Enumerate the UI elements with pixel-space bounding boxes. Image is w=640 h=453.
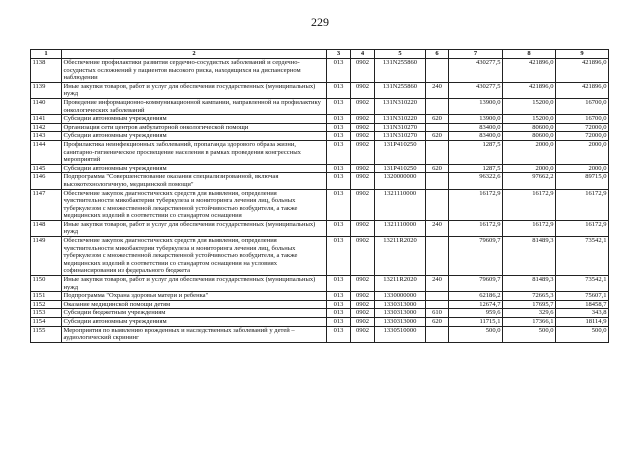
ministry-code: 013 (327, 115, 351, 124)
row-number: 1153 (31, 309, 62, 318)
amount-year-2: 15200,0 (503, 98, 556, 114)
table-row (31, 326, 609, 342)
amount-year-1: 13900,0 (449, 115, 503, 124)
section-code: 0902 (351, 189, 375, 220)
row-number: 1143 (31, 132, 62, 141)
section-code: 0902 (351, 237, 375, 276)
table-row (31, 189, 609, 220)
section-code: 0902 (351, 164, 375, 173)
expense-type: 620 (426, 132, 449, 141)
amount-year-3: 89715,0 (556, 173, 609, 189)
section-code: 0902 (351, 220, 375, 236)
table-row (31, 123, 609, 132)
row-description: Оказание медицинской помощи детям (62, 300, 327, 309)
amount-year-3: 18458,7 (556, 300, 609, 309)
row-number: 1139 (31, 82, 62, 98)
amount-year-2: 17695,7 (503, 300, 556, 309)
column-header: 2 (62, 50, 327, 59)
amount-year-1: 11715,1 (449, 318, 503, 327)
row-description: Иные закупки товаров, работ и услуг для обеспечения государственных (муниципальных) нужд (62, 220, 327, 236)
row-description: Субсидии автономным учреждениям (62, 318, 327, 327)
row-number: 1146 (31, 173, 62, 189)
column-header: 9 (556, 50, 609, 59)
target-article: 131P410250 (375, 140, 426, 164)
row-number: 1154 (31, 318, 62, 327)
expense-type (426, 123, 449, 132)
amount-year-2: 80600,0 (503, 123, 556, 132)
budget-table (30, 49, 609, 343)
column-header: 8 (503, 50, 556, 59)
expense-type: 240 (426, 82, 449, 98)
amount-year-1: 16172,9 (449, 220, 503, 236)
section-code: 0902 (351, 326, 375, 342)
amount-year-2: 16172,9 (503, 189, 556, 220)
target-article: 1330510000 (375, 326, 426, 342)
row-description: Обеспечение закупок диагностических средств для выявления, определения чувствительности микобактерии туберкулеза и мониторинга лечения лиц, больных туберкулезом с множественной лекарственной устойчивостью возбудителя, а также медицинских изделий в соответствии со стандартом оснащения на условиях софинансирования из федерального бюджета (62, 237, 327, 276)
table-row (31, 173, 609, 189)
amount-year-3: 75607,1 (556, 292, 609, 301)
amount-year-3: 16700,0 (556, 115, 609, 124)
section-code: 0902 (351, 276, 375, 292)
target-article: 131N255860 (375, 59, 426, 83)
amount-year-2: 80600,0 (503, 132, 556, 141)
ministry-code: 013 (327, 173, 351, 189)
row-number: 1151 (31, 292, 62, 301)
amount-year-2: 16172,9 (503, 220, 556, 236)
row-description: Проведение информационно-коммуникационной кампании, направленной на профилактику онкологических заболеваний (62, 98, 327, 114)
table-row (31, 276, 609, 292)
row-description: Обеспечение закупок диагностических средств для выявления, определения чувствительности микобактерии туберкулеза и мониторинга лечения лиц, больных туберкулезом с множественной лекарственной устойчивостью возбудителя, а также медицинских изделий в соответствии со стандартом оснащения (62, 189, 327, 220)
row-description: Подпрограмма "Совершенствование оказания специализированной, включая высокотехнологичную, медицинской помощи" (62, 173, 327, 189)
table-row (31, 82, 609, 98)
target-article: 131N310270 (375, 132, 426, 141)
table-row (31, 309, 609, 318)
amount-year-3: 16172,9 (556, 220, 609, 236)
target-article: 131P410250 (375, 164, 426, 173)
amount-year-2: 2000,0 (503, 164, 556, 173)
page-number: 229 (311, 15, 329, 29)
row-number: 1148 (31, 220, 62, 236)
amount-year-1: 12674,7 (449, 300, 503, 309)
expense-type: 610 (426, 309, 449, 318)
row-description: Иные закупки товаров, работ и услуг для обеспечения государственных (муниципальных) нужд (62, 276, 327, 292)
target-article: 131N310270 (375, 123, 426, 132)
amount-year-1: 16172,9 (449, 189, 503, 220)
target-article: 1330313000 (375, 318, 426, 327)
row-description: Субсидии автономным учреждениям (62, 115, 327, 124)
amount-year-1: 96322,6 (449, 173, 503, 189)
amount-year-2: 81489,3 (503, 276, 556, 292)
ministry-code: 013 (327, 276, 351, 292)
target-article: 1321110000 (375, 220, 426, 236)
amount-year-3: 2000,0 (556, 140, 609, 164)
amount-year-3: 421896,0 (556, 59, 609, 83)
column-header: 7 (449, 50, 503, 59)
expense-type: 620 (426, 164, 449, 173)
row-description: Субсидии бюджетным учреждениям (62, 309, 327, 318)
ministry-code: 013 (327, 220, 351, 236)
ministry-code: 013 (327, 309, 351, 318)
section-code: 0902 (351, 82, 375, 98)
amount-year-3: 18114,9 (556, 318, 609, 327)
expense-type (426, 59, 449, 83)
section-code: 0902 (351, 98, 375, 114)
amount-year-1: 1287,5 (449, 164, 503, 173)
expense-type (426, 98, 449, 114)
expense-type: 620 (426, 115, 449, 124)
amount-year-1: 79609,7 (449, 237, 503, 276)
amount-year-3: 16172,9 (556, 189, 609, 220)
expense-type (426, 173, 449, 189)
target-article: 1330313000 (375, 309, 426, 318)
column-header: 1 (31, 50, 62, 59)
amount-year-2: 72665,3 (503, 292, 556, 301)
ministry-code: 013 (327, 140, 351, 164)
table-row (31, 115, 609, 124)
table-row (31, 98, 609, 114)
row-number: 1150 (31, 276, 62, 292)
ministry-code: 013 (327, 123, 351, 132)
ministry-code: 013 (327, 98, 351, 114)
expense-type (426, 140, 449, 164)
amount-year-1: 79609,7 (449, 276, 503, 292)
table-row (31, 237, 609, 276)
target-article: 131N255860 (375, 82, 426, 98)
row-number: 1149 (31, 237, 62, 276)
amount-year-1: 1287,5 (449, 140, 503, 164)
ministry-code: 013 (327, 164, 351, 173)
section-code: 0902 (351, 292, 375, 301)
section-code: 0902 (351, 140, 375, 164)
row-description: Организация сети центров амбулаторной онкологической помощи (62, 123, 327, 132)
amount-year-3: 73542,1 (556, 237, 609, 276)
ministry-code: 013 (327, 300, 351, 309)
section-code: 0902 (351, 173, 375, 189)
ministry-code: 013 (327, 318, 351, 327)
amount-year-2: 17366,1 (503, 318, 556, 327)
row-number: 1140 (31, 98, 62, 114)
target-article: 1320000000 (375, 173, 426, 189)
row-description: Иные закупки товаров, работ и услуг для обеспечения государственных (муниципальных) нужд (62, 82, 327, 98)
column-header: 3 (327, 50, 351, 59)
column-header: 4 (351, 50, 375, 59)
ministry-code: 013 (327, 189, 351, 220)
amount-year-3: 343,8 (556, 309, 609, 318)
amount-year-3: 2000,0 (556, 164, 609, 173)
expense-type (426, 292, 449, 301)
amount-year-1: 62186,2 (449, 292, 503, 301)
header-row (31, 50, 609, 59)
column-header: 6 (426, 50, 449, 59)
amount-year-1: 13900,0 (449, 98, 503, 114)
amount-year-2: 500,0 (503, 326, 556, 342)
target-article: 131N310220 (375, 115, 426, 124)
ministry-code: 013 (327, 292, 351, 301)
amount-year-1: 959,6 (449, 309, 503, 318)
section-code: 0902 (351, 309, 375, 318)
row-number: 1138 (31, 59, 62, 83)
row-description: Обеспечение профилактики развития сердечно-сосудистых заболеваний и сердечно-сосудистых осложнений у пациентов высокого риска, находящихся на диспансерном наблюдении (62, 59, 327, 83)
target-article: 1321110000 (375, 189, 426, 220)
row-number: 1142 (31, 123, 62, 132)
table-row (31, 164, 609, 173)
table-row (31, 318, 609, 327)
amount-year-1: 500,0 (449, 326, 503, 342)
amount-year-3: 73542,1 (556, 276, 609, 292)
expense-type (426, 237, 449, 276)
table-row (31, 292, 609, 301)
amount-year-3: 72000,0 (556, 132, 609, 141)
row-number: 1145 (31, 164, 62, 173)
row-number: 1152 (31, 300, 62, 309)
target-article: 1330313000 (375, 300, 426, 309)
table-row (31, 220, 609, 236)
ministry-code: 013 (327, 59, 351, 83)
row-description: Мероприятия по выявлению врожденных и наследственных заболеваний у детей – аудиологический скрининг (62, 326, 327, 342)
amount-year-2: 81489,3 (503, 237, 556, 276)
amount-year-3: 500,0 (556, 326, 609, 342)
section-code: 0902 (351, 318, 375, 327)
expense-type (426, 300, 449, 309)
section-code: 0902 (351, 59, 375, 83)
table-row (31, 300, 609, 309)
amount-year-1: 83400,0 (449, 123, 503, 132)
amount-year-2: 421896,0 (503, 59, 556, 83)
target-article: 13211R2020 (375, 276, 426, 292)
table-row (31, 140, 609, 164)
target-article: 131N310220 (375, 98, 426, 114)
expense-type: 240 (426, 276, 449, 292)
expense-type: 240 (426, 220, 449, 236)
ministry-code: 013 (327, 326, 351, 342)
amount-year-3: 421896,0 (556, 82, 609, 98)
ministry-code: 013 (327, 237, 351, 276)
target-article: 1330000000 (375, 292, 426, 301)
ministry-code: 013 (327, 82, 351, 98)
section-code: 0902 (351, 123, 375, 132)
row-description: Субсидии автономным учреждениям (62, 164, 327, 173)
amount-year-1: 430277,5 (449, 82, 503, 98)
row-description: Подпрограмма "Охрана здоровья матери и ребенка" (62, 292, 327, 301)
amount-year-2: 2000,0 (503, 140, 556, 164)
expense-type: 620 (426, 318, 449, 327)
amount-year-2: 97662,2 (503, 173, 556, 189)
row-description: Субсидии автономным учреждениям (62, 132, 327, 141)
expense-type (426, 189, 449, 220)
column-header: 5 (375, 50, 426, 59)
amount-year-1: 430277,5 (449, 59, 503, 83)
amount-year-3: 16700,0 (556, 98, 609, 114)
table-row (31, 132, 609, 141)
amount-year-2: 421896,0 (503, 82, 556, 98)
row-number: 1155 (31, 326, 62, 342)
section-code: 0902 (351, 132, 375, 141)
row-number: 1144 (31, 140, 62, 164)
row-description: Профилактика неинфекционных заболеваний, пропаганда здорового образа жизни, санитарно-гигиеническое просвещение населения в рамках проведения конгрессных мероприятий (62, 140, 327, 164)
section-code: 0902 (351, 300, 375, 309)
amount-year-2: 15200,0 (503, 115, 556, 124)
table-row (31, 59, 609, 83)
target-article: 13211R2020 (375, 237, 426, 276)
expense-type (426, 326, 449, 342)
ministry-code: 013 (327, 132, 351, 141)
amount-year-2: 329,6 (503, 309, 556, 318)
row-number: 1141 (31, 115, 62, 124)
amount-year-3: 72000,0 (556, 123, 609, 132)
row-number: 1147 (31, 189, 62, 220)
section-code: 0902 (351, 115, 375, 124)
amount-year-1: 83400,0 (449, 132, 503, 141)
